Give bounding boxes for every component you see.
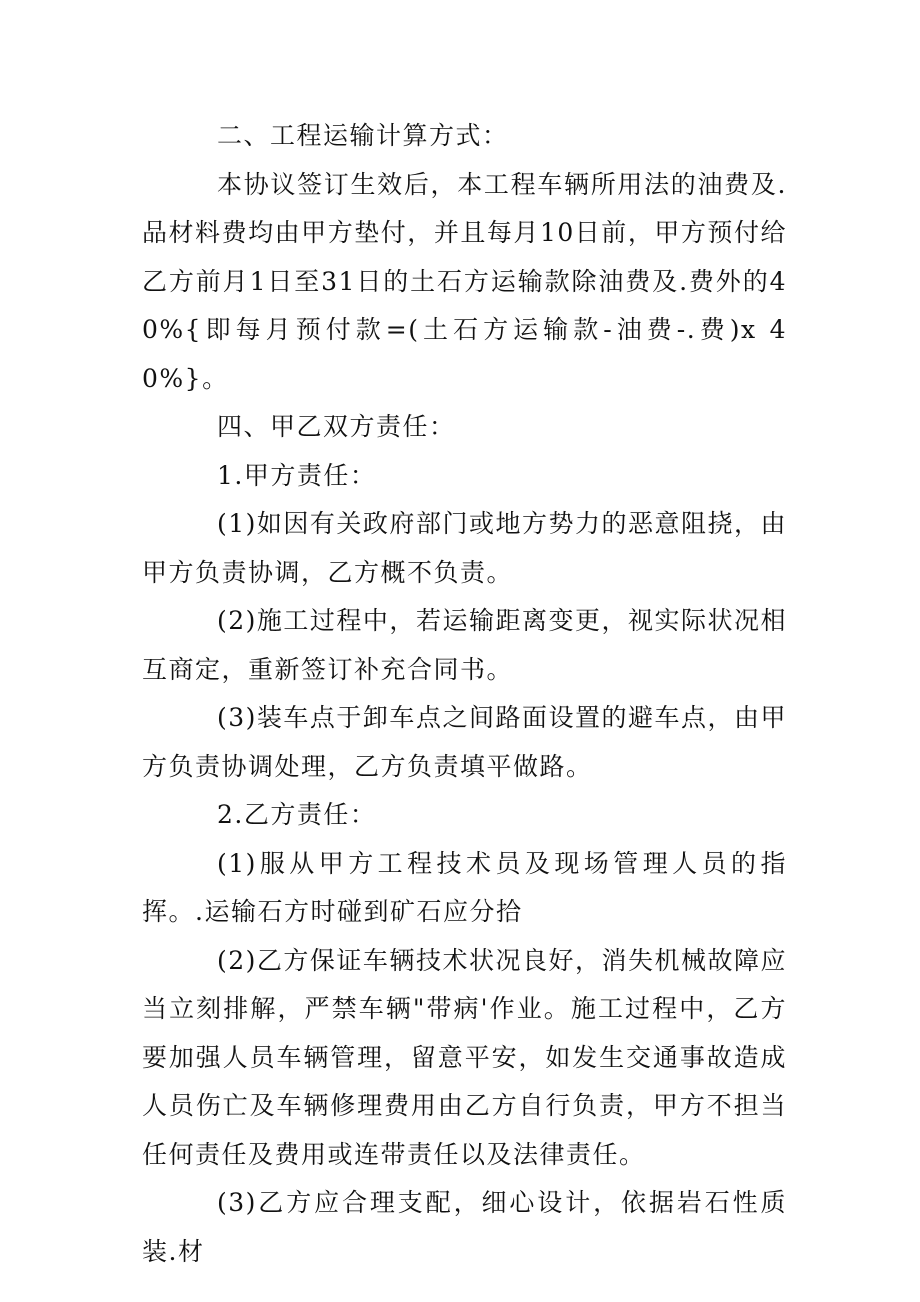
section-heading-calculation: 二、工程运输计算方式：: [217, 121, 509, 150]
party-a-item-3: (3)装车点于卸车点之间路面设置的避车点，由甲方负责协调处理，乙方负责填平做路。: [142, 703, 787, 781]
subheading-party-a: 1.甲方责任：: [217, 460, 377, 490]
party-b-item-1: (1)服从甲方工程技术员及现场管理人员的指挥。.运输石方时碰到矿石应分拾: [142, 848, 787, 926]
subheading-party-b: 2.乙方责任：: [217, 800, 377, 829]
party-a-item-2: (2)施工过程中，若运输距离变更，视实际状况相互商定，重新签订补充合同书。: [142, 606, 787, 684]
section-heading-responsibilities: 四、甲乙双方责任：: [217, 412, 456, 441]
document-body: [142, 112, 787, 1276]
party-b-item-3: (3)乙方应合理支配，细心设计，依据岩石性质装.材: [142, 1188, 787, 1266]
party-a-item-1: (1)如因有关政府部门或地方势力的恶意阻挠，由甲方负责协调，乙方概不负责。: [142, 509, 787, 587]
party-b-item-2: (2)乙方保证车辆技术状况良好，消失机械故障应当立刻排解，严禁车辆"带病'作业。施工过程中，乙方要加强人员车辆管理，留意平安，如发生交通事故造成人员伤亡及车辆修理费用由乙方自行负责，甲方不担当任何责任及费用或连带责任以及法律责任。: [142, 945, 787, 1169]
paragraph-prepayment: 本协议签订生效后，本工程车辆所用法的油费及.品材料费均由甲方垫付，并且每月10日前，甲方预付给乙方前月1日至31日的土石方运输款除油费及.费外的40%{即每月预付款=(土石方运输款-油费-.费)x 40%}。: [142, 169, 787, 393]
